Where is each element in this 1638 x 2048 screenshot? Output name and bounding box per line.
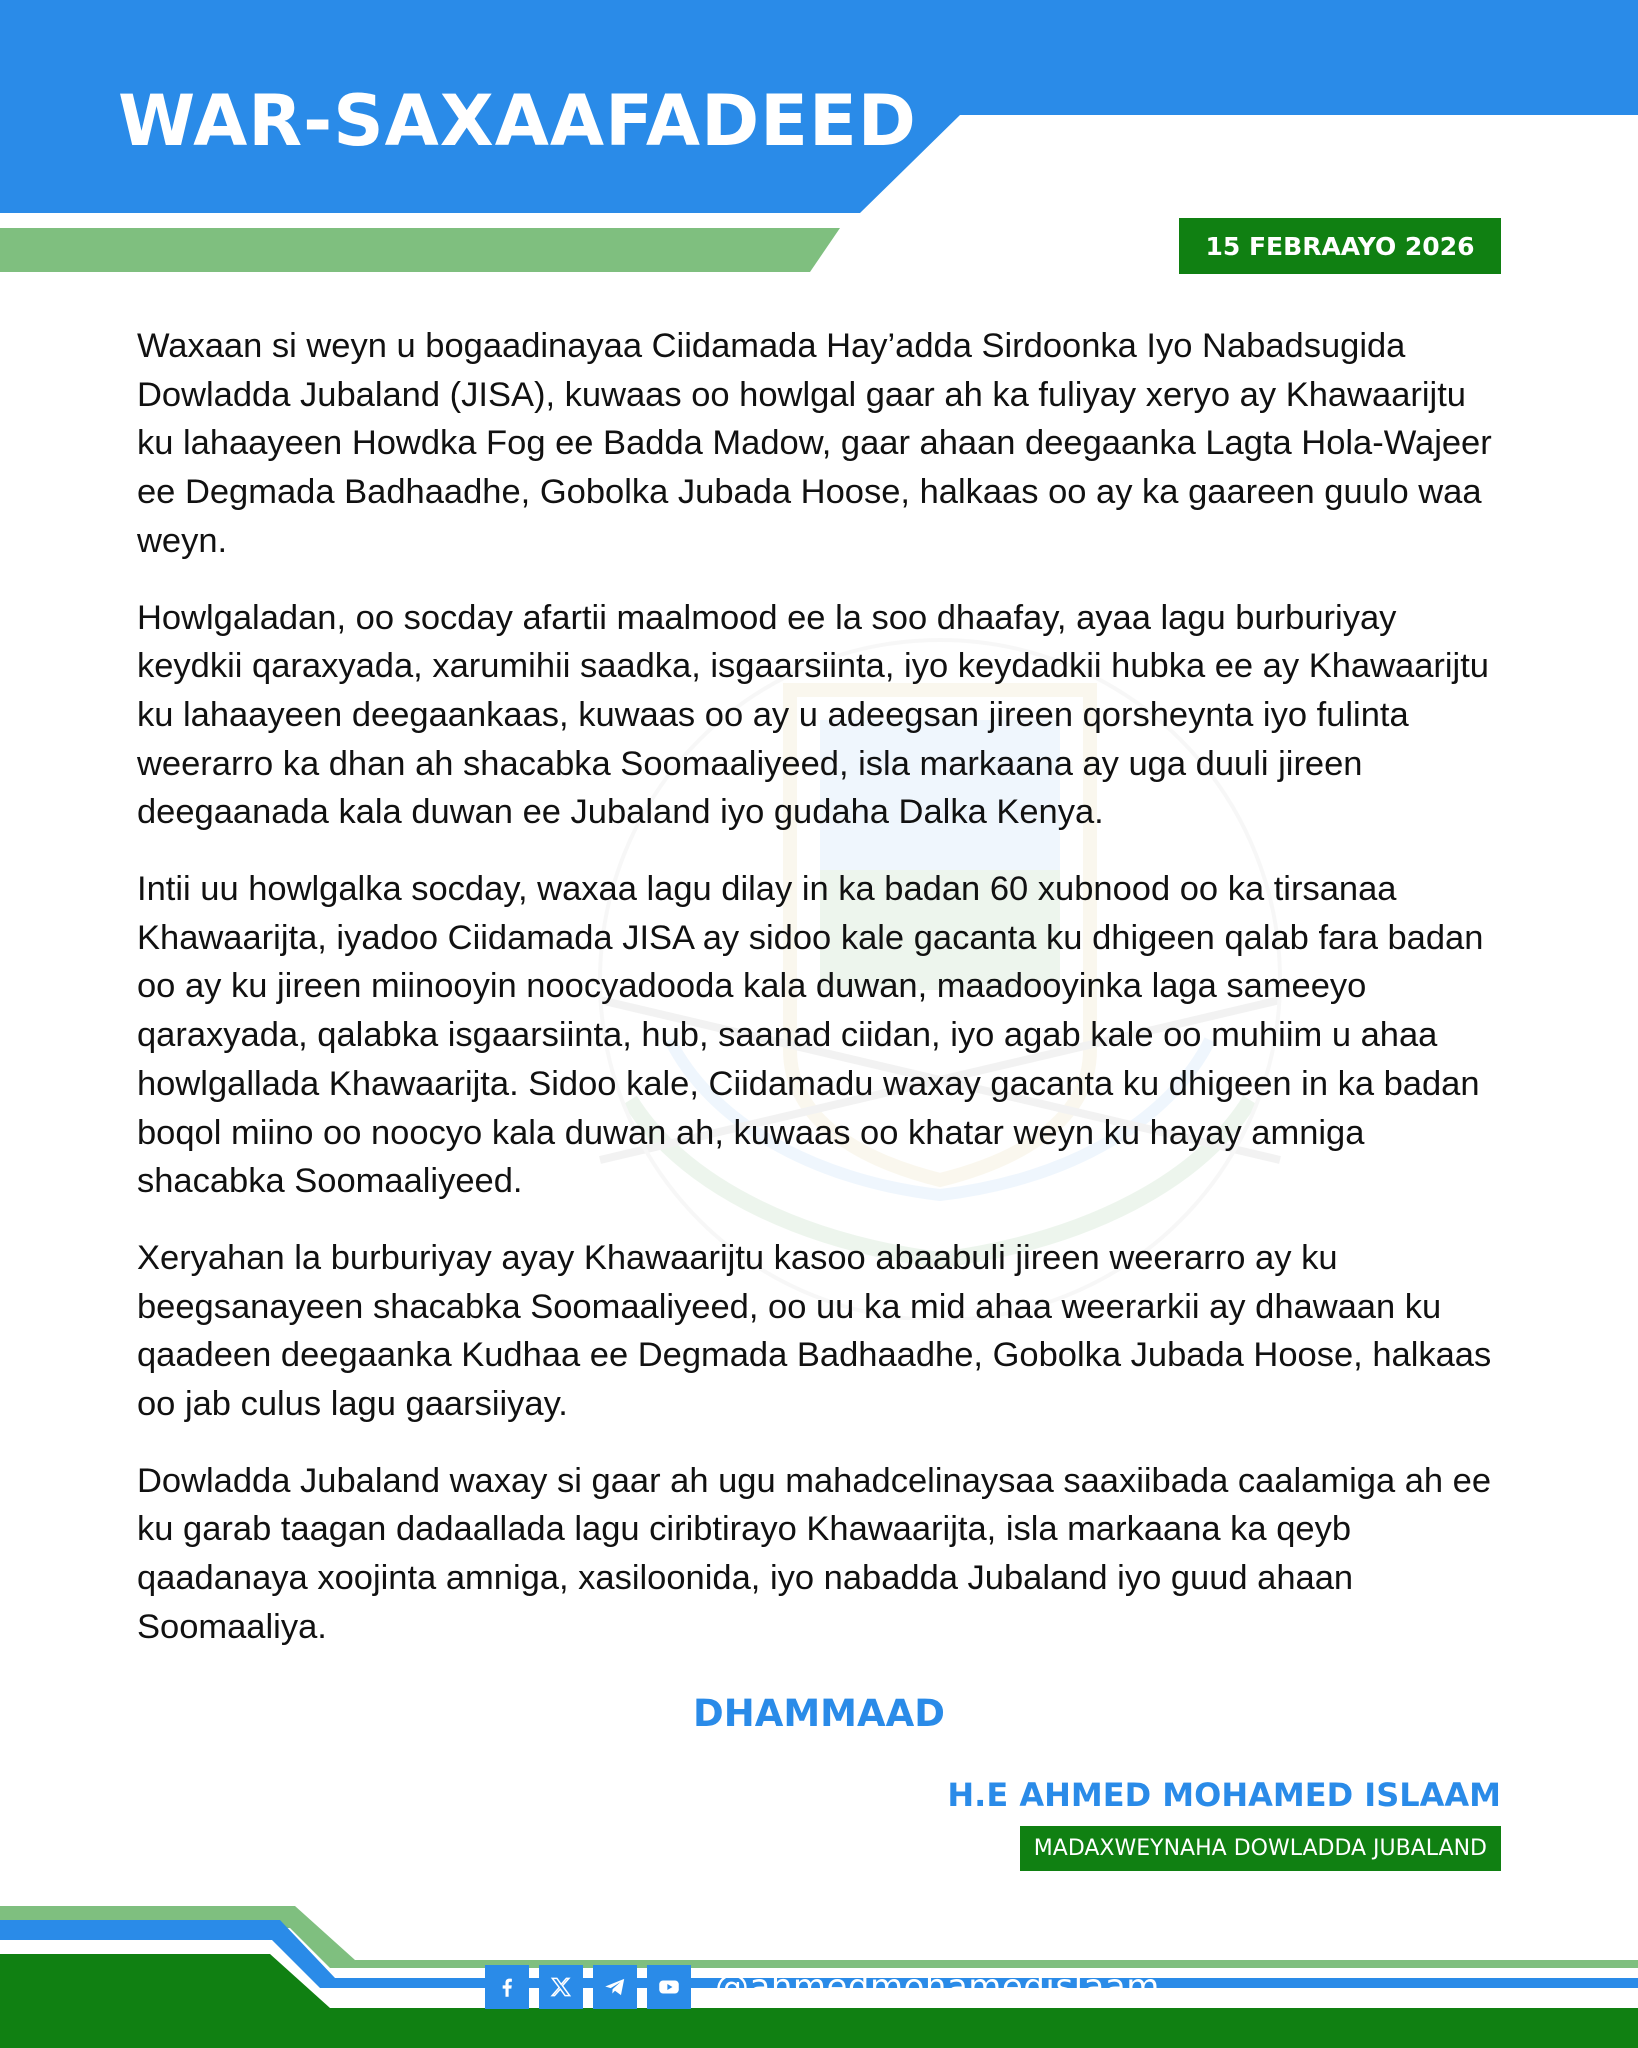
paragraph-4: Xeryahan la burburiyay ayay Khawaarijtu kasoo abaabuli jireen weerarro ay ku beegsanayeen shacabka Soomaaliyeed, oo uu ka mid ahaa weerarkii ay dhawaan ku qaadeen deegaanka Kudhaa ee Degmada Badhaadhe, Gobolka Jubada Hoose, halkaas oo jab culus lagu gaarsiiyay. bbox=[137, 1238, 1492, 1424]
telegram-icon[interactable] bbox=[593, 1965, 637, 2009]
x-icon[interactable] bbox=[539, 1965, 583, 2009]
facebook-icon[interactable] bbox=[485, 1965, 529, 2009]
press-release-body bbox=[137, 322, 1509, 1680]
paragraph-3: Intii uu howlgalka socday, waxaa lagu dilay in ka badan 60 xubnood oo ka tirsanaa Khawaarijta, iyadoo Ciidamada JISA ay sidoo kale gacanta ku dhigeen qalab fara badan oo ay ku jireen miinooyin noocyadooda kala duwan, maadooyinka laga sameeyo qaraxyada, qalabka isgaarsiinta, hub, saanad ciidan, iyo agab kale oo muhiim u ahaa howlgallada Khawaarijta. Sidoo kale, Ciidamadu waxay gacanta ku dhigeen in ka badan boqol miino oo noocyo kala duwan ah, kuwaas oo khatar weyn ku hayay amniga shacabka Soomaaliyeed. bbox=[137, 870, 1484, 1201]
social-links bbox=[485, 1963, 1160, 2011]
closing-word: DHAMMAAD bbox=[693, 1692, 945, 1735]
signatory-name: H.E AHMED MOHAMED ISLAAM bbox=[947, 1776, 1501, 1814]
footer-banner bbox=[0, 1820, 1638, 2048]
signatory-title: MADAXWEYNAHA DOWLADDA JUBALAND bbox=[1020, 1826, 1501, 1871]
paragraph-1: Waxaan si weyn u bogaadinayaa Ciidamada Hay’adda Sirdoonka Iyo Nabadsugida Dowladda Jubaland (JISA), kuwaas oo howlgal gaar ah ka fuliyay xeryo ay Khawaarijtu ku lahaayeen Howdka Fog ee Badda Madow, gaar ahaan deegaanka Lagta Hola-Wajeer ee Degmada Badhaadhe, Gobolka Jubada Hoose, halkaas oo ay ka gaareen guulo waa weyn. bbox=[137, 327, 1492, 560]
header-green-stripe bbox=[0, 228, 840, 272]
paragraph-2: Howlgaladan, oo socday afartii maalmood ee la soo dhaafay, ayaa lagu burburiyay keydkii qaraxyada, xarumihii saadka, isgaarsiinta, iyo keydadkii hubka ee ay Khawaarijtu ku lahaayeen deegaankaas, kuwaas oo ay u adeegsan jireen qorsheynta iyo fulinta weerarro ka dhan ah shacabka Soomaaliyeed, isla markaana ay uga duuli jireen deegaanada kala duwan ee Jubaland iyo gudaha Dalka Kenya. bbox=[137, 598, 1489, 832]
date-badge: 15 FEBRAAYO 2026 bbox=[1179, 218, 1501, 274]
paragraph-5: Dowladda Jubaland waxay si gaar ah ugu mahadcelinaysaa saaxiibada caalamiga ah ee ku garab taagan dadaallada lagu ciribtirayo Khawaarijta, isla markaana ka qeyb qaadanaya xoojinta amniga, xasiloonida, iyo nabadda Jubaland iyo guud ahaan Soomaaliya. bbox=[137, 1461, 1492, 1646]
page-title: WAR-SAXAAFADEED bbox=[118, 80, 917, 162]
social-handle[interactable]: @ahmedmohamedislaam bbox=[715, 1967, 1160, 2007]
youtube-icon[interactable] bbox=[647, 1965, 691, 2009]
